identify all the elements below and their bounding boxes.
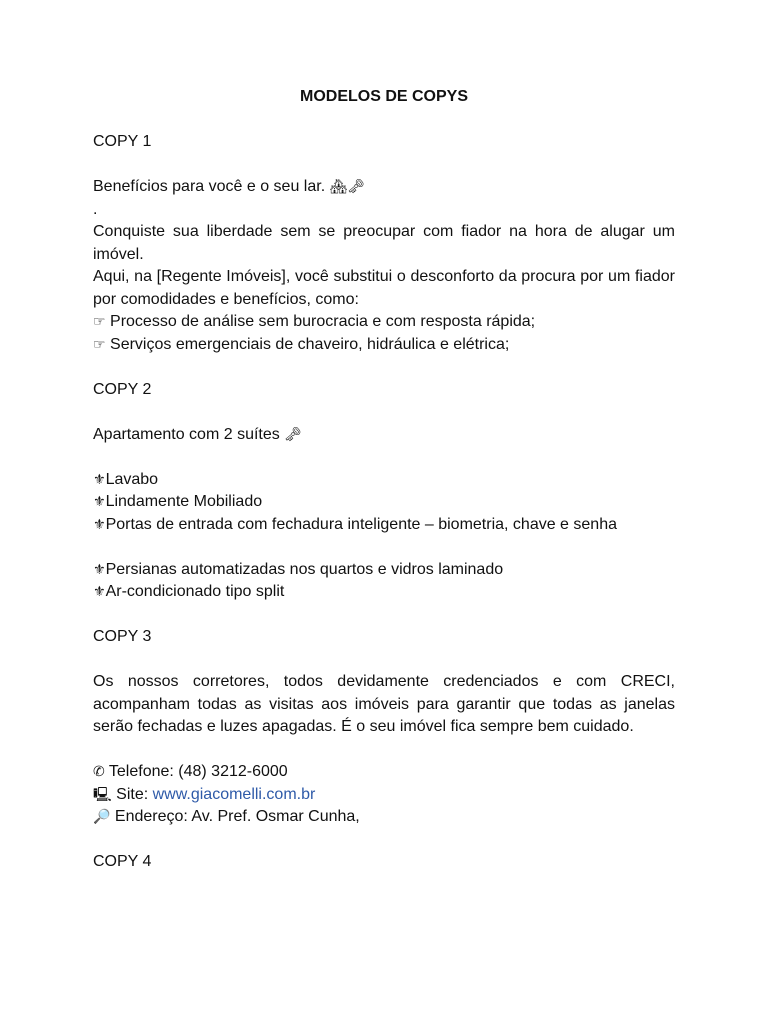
fleur-de-lis-icon: ⚜	[93, 561, 106, 578]
fleur-de-lis-icon: ⚜	[93, 516, 106, 533]
copy2-bullet	[93, 559, 675, 582]
copy2-bullet	[93, 514, 675, 537]
pointing-hand-icon: ☞	[93, 336, 106, 353]
copy1-bullet-text: Processo de análise sem burocracia e com resposta rápida;	[110, 313, 536, 330]
contact-phone-text: Telefone: (48) 3212-6000	[108, 763, 288, 780]
contact-site	[93, 784, 675, 807]
copy2-bullet-text: Portas de entrada com fechadura inteligente – biometria, chave e senha	[105, 515, 617, 533]
copy2-bullet-text: Lavabo	[105, 470, 159, 488]
fleur-de-lis-icon: ⚜	[93, 584, 106, 600]
copy3-paragraph: Os nossos corretores, todos devidamente credenciados e com CRECI, acompanham todas as visitas aos imóveis para garantir que todas as janelas serão fechadas e luzes apagadas. É o seu imóvel fica sempre bem cuidado.	[93, 673, 675, 735]
copy1-bullet	[93, 311, 675, 334]
site-link[interactable]: www.giacomelli.com.br	[152, 785, 316, 803]
copy1-headline-text: Benefícios para você e o seu lar.	[93, 178, 326, 195]
copy2-bullet-text: Ar-condicionado tipo split	[105, 583, 285, 600]
copy2-bullet-text: Persianas automatizadas nos quartos e vidros laminado	[105, 560, 504, 578]
house-key-icon: 🏘🗝	[329, 179, 366, 195]
copy2-headline-text: Apartamento com 2 suítes	[93, 425, 280, 443]
copy1-bullet-text: Serviços emergenciais de chaveiro, hidráulica e elétrica;	[110, 335, 510, 353]
document-title: MODELOS DE COPYS	[299, 88, 469, 105]
copy1-heading: COPY 1	[93, 133, 152, 150]
contact-address	[93, 806, 675, 829]
telephone-icon: ✆	[93, 764, 105, 780]
copy2-bullet	[93, 491, 675, 514]
copy2-headline	[93, 424, 675, 447]
copy3-heading: COPY 3	[93, 628, 152, 645]
contact-site-label: Site:	[116, 785, 149, 803]
fleur-de-lis-icon: ⚜	[93, 471, 106, 488]
copy4-heading: COPY 4	[93, 853, 152, 870]
copy1-bullet	[93, 334, 675, 357]
contact-phone	[93, 761, 675, 784]
copy2-bullet	[93, 581, 675, 604]
copy1-paragraph-1: Conquiste sua liberdade sem se preocupar com fiador na hora de alugar um imóvel.	[93, 223, 675, 263]
copy2-bullet-text: Lindamente Mobiliado	[105, 493, 263, 510]
key-icon: 🗝	[284, 426, 302, 443]
copy2-bullet	[93, 469, 675, 492]
contact-address-text: Endereço: Av. Pref. Osmar Cunha,	[114, 808, 360, 825]
computer-icon: 🖳	[93, 786, 112, 803]
copy1-paragraph-2: Aqui, na [Regente Imóveis], você substitui o desconforto da procura por um fiador por comodidades e benefícios, como:	[93, 268, 675, 308]
copy1-headline	[93, 176, 675, 199]
document-body	[93, 86, 675, 874]
fleur-de-lis-icon: ⚜	[93, 494, 106, 510]
copy2-heading: COPY 2	[93, 380, 152, 398]
copy1-dot: .	[93, 200, 98, 218]
magnifier-icon: 🔎	[93, 809, 111, 825]
pointing-hand-icon: ☞	[93, 314, 106, 330]
